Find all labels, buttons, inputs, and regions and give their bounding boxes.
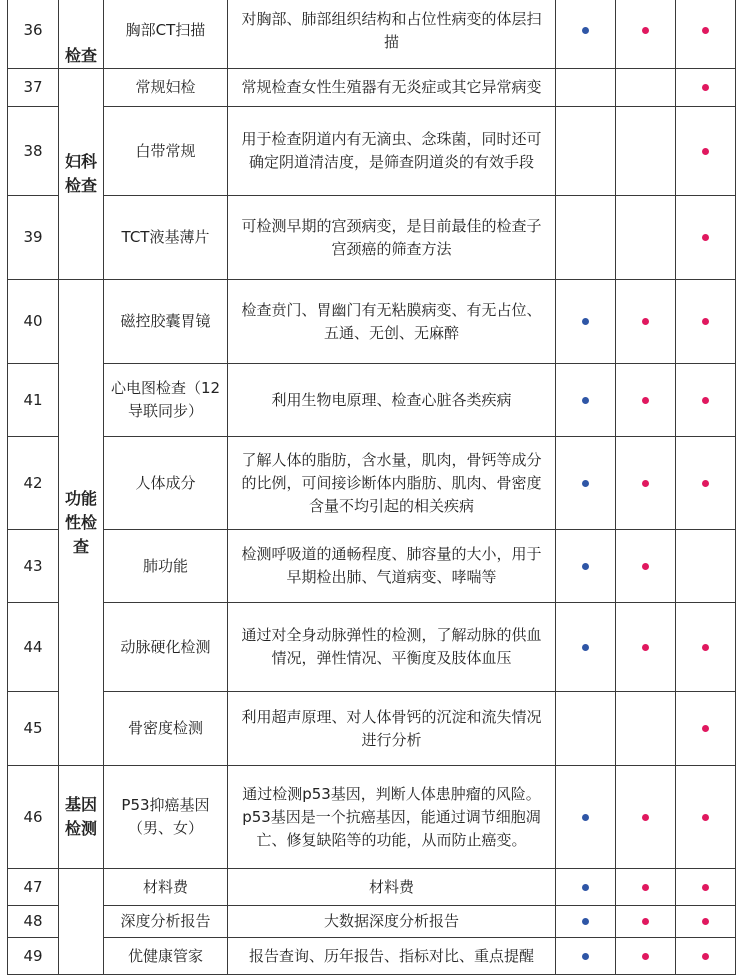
item-name: P53抑癌基因（男、女） xyxy=(104,766,228,869)
row-number: 48 xyxy=(8,906,59,938)
package-column-2 xyxy=(616,766,676,869)
pink-dot-icon xyxy=(702,814,709,821)
row-number: 47 xyxy=(8,869,59,906)
row-number: 41 xyxy=(8,364,59,437)
pink-dot-icon xyxy=(642,397,649,404)
table-row xyxy=(8,280,736,364)
checkup-items-table xyxy=(7,0,736,975)
package-column-3 xyxy=(676,437,736,530)
blue-dot-icon xyxy=(582,953,589,960)
table-row xyxy=(8,766,736,869)
item-description: 用于检查阴道内有无滴虫、念珠菌，同时还可确定阴道清洁度，是筛查阴道炎的有效手段 xyxy=(228,107,556,196)
package-column-2 xyxy=(616,530,676,603)
item-description: 利用生物电原理、检查心脏各类疾病 xyxy=(228,364,556,437)
package-column-2 xyxy=(616,869,676,906)
package-column-3 xyxy=(676,938,736,975)
row-number: 36 xyxy=(8,0,59,69)
package-column-3 xyxy=(676,196,736,280)
pink-dot-icon xyxy=(642,953,649,960)
table-row xyxy=(8,692,736,766)
item-description: 报告查询、历年报告、指标对比、重点提醒 xyxy=(228,938,556,975)
package-column-3 xyxy=(676,530,736,603)
package-column-2 xyxy=(616,437,676,530)
package-column-3 xyxy=(676,766,736,869)
table-row xyxy=(8,0,736,69)
row-number: 43 xyxy=(8,530,59,603)
category-cell: 妇科检查 xyxy=(59,69,104,280)
package-column-3 xyxy=(676,69,736,107)
package-column-1 xyxy=(556,280,616,364)
package-column-1 xyxy=(556,869,616,906)
table-row xyxy=(8,196,736,280)
pink-dot-icon xyxy=(702,884,709,891)
table-row xyxy=(8,530,736,603)
pink-dot-icon xyxy=(642,563,649,570)
package-column-1 xyxy=(556,107,616,196)
package-column-1 xyxy=(556,906,616,938)
package-column-2 xyxy=(616,0,676,69)
pink-dot-icon xyxy=(702,318,709,325)
table-row xyxy=(8,906,736,938)
blue-dot-icon xyxy=(582,918,589,925)
item-name: 动脉硬化检测 xyxy=(104,603,228,692)
package-column-1 xyxy=(556,364,616,437)
item-description: 对胸部、肺部组织结构和占位性病变的体层扫描 xyxy=(228,0,556,69)
item-name: 胸部CT扫描 xyxy=(104,0,228,69)
pink-dot-icon xyxy=(702,953,709,960)
item-name: 人体成分 xyxy=(104,437,228,530)
row-number: 49 xyxy=(8,938,59,975)
pink-dot-icon xyxy=(642,814,649,821)
package-column-2 xyxy=(616,938,676,975)
row-number: 46 xyxy=(8,766,59,869)
category-cell: 基因检测 xyxy=(59,766,104,869)
pink-dot-icon xyxy=(702,84,709,91)
pink-dot-icon xyxy=(702,918,709,925)
blue-dot-icon xyxy=(582,318,589,325)
package-column-3 xyxy=(676,0,736,69)
item-name: TCT液基薄片 xyxy=(104,196,228,280)
pink-dot-icon xyxy=(642,27,649,34)
pink-dot-icon xyxy=(702,397,709,404)
package-column-1 xyxy=(556,69,616,107)
item-description: 了解人体的脂肪，含水量，肌肉，骨钙等成分的比例，可间接诊断体内脂肪、肌肉、骨密度含量不均引起的相关疾病 xyxy=(228,437,556,530)
package-column-3 xyxy=(676,280,736,364)
package-column-3 xyxy=(676,603,736,692)
package-column-3 xyxy=(676,906,736,938)
table-row xyxy=(8,107,736,196)
item-description: 材料费 xyxy=(228,869,556,906)
item-name: 肺功能 xyxy=(104,530,228,603)
item-description: 可检测早期的宫颈病变，是目前最佳的检查子宫颈癌的筛查方法 xyxy=(228,196,556,280)
blue-dot-icon xyxy=(582,27,589,34)
table-row xyxy=(8,603,736,692)
item-name: 常规妇检 xyxy=(104,69,228,107)
package-column-2 xyxy=(616,603,676,692)
package-column-1 xyxy=(556,437,616,530)
item-description: 利用超声原理、对人体骨钙的沉淀和流失情况进行分析 xyxy=(228,692,556,766)
pink-dot-icon xyxy=(642,644,649,651)
row-number: 42 xyxy=(8,437,59,530)
package-column-3 xyxy=(676,364,736,437)
item-name: 骨密度检测 xyxy=(104,692,228,766)
table-row xyxy=(8,938,736,975)
item-name: 深度分析报告 xyxy=(104,906,228,938)
table-row xyxy=(8,437,736,530)
blue-dot-icon xyxy=(582,563,589,570)
row-number: 37 xyxy=(8,69,59,107)
table-row xyxy=(8,69,736,107)
item-name: 心电图检查（12导联同步） xyxy=(104,364,228,437)
blue-dot-icon xyxy=(582,814,589,821)
category-cell xyxy=(59,869,104,975)
item-description: 常规检查女性生殖器有无炎症或其它异常病变 xyxy=(228,69,556,107)
package-column-3 xyxy=(676,692,736,766)
blue-dot-icon xyxy=(582,884,589,891)
table-row xyxy=(8,869,736,906)
item-description: 检查贲门、胃幽门有无粘膜病变、有无占位、五通、无创、无麻醉 xyxy=(228,280,556,364)
pink-dot-icon xyxy=(642,480,649,487)
package-column-1 xyxy=(556,938,616,975)
item-name: 优健康管家 xyxy=(104,938,228,975)
item-description: 检测呼吸道的通畅程度、肺容量的大小，用于早期检出肺、气道病变、哮喘等 xyxy=(228,530,556,603)
package-column-2 xyxy=(616,69,676,107)
item-description: 通过对全身动脉弹性的检测，了解动脉的供血情况，弹性情况、平衡度及肢体血压 xyxy=(228,603,556,692)
pink-dot-icon xyxy=(702,725,709,732)
package-column-1 xyxy=(556,530,616,603)
row-number: 39 xyxy=(8,196,59,280)
item-name: 白带常规 xyxy=(104,107,228,196)
blue-dot-icon xyxy=(582,644,589,651)
pink-dot-icon xyxy=(702,234,709,241)
pink-dot-icon xyxy=(642,918,649,925)
table-row xyxy=(8,364,736,437)
pink-dot-icon xyxy=(702,480,709,487)
package-column-1 xyxy=(556,603,616,692)
package-column-3 xyxy=(676,869,736,906)
package-column-1 xyxy=(556,196,616,280)
blue-dot-icon xyxy=(582,397,589,404)
package-column-3 xyxy=(676,107,736,196)
pink-dot-icon xyxy=(702,148,709,155)
row-number: 44 xyxy=(8,603,59,692)
package-column-2 xyxy=(616,280,676,364)
row-number: 38 xyxy=(8,107,59,196)
package-column-1 xyxy=(556,766,616,869)
package-column-2 xyxy=(616,364,676,437)
package-column-2 xyxy=(616,906,676,938)
category-cell: 功能性检查 xyxy=(59,280,104,766)
item-name: 材料费 xyxy=(104,869,228,906)
package-column-2 xyxy=(616,107,676,196)
package-column-1 xyxy=(556,692,616,766)
pink-dot-icon xyxy=(702,644,709,651)
category-cell: 检查 xyxy=(59,0,104,69)
pink-dot-icon xyxy=(702,27,709,34)
package-column-2 xyxy=(616,692,676,766)
item-description: 通过检测p53基因，判断人体患肿瘤的风险。p53基因是一个抗癌基因，能通过调节细胞凋亡、修复缺陷等的功能，从而防止癌变。 xyxy=(228,766,556,869)
item-description: 大数据深度分析报告 xyxy=(228,906,556,938)
blue-dot-icon xyxy=(582,480,589,487)
package-column-2 xyxy=(616,196,676,280)
item-name: 磁控胶囊胃镜 xyxy=(104,280,228,364)
package-column-1 xyxy=(556,0,616,69)
pink-dot-icon xyxy=(642,884,649,891)
pink-dot-icon xyxy=(642,318,649,325)
row-number: 40 xyxy=(8,280,59,364)
row-number: 45 xyxy=(8,692,59,766)
